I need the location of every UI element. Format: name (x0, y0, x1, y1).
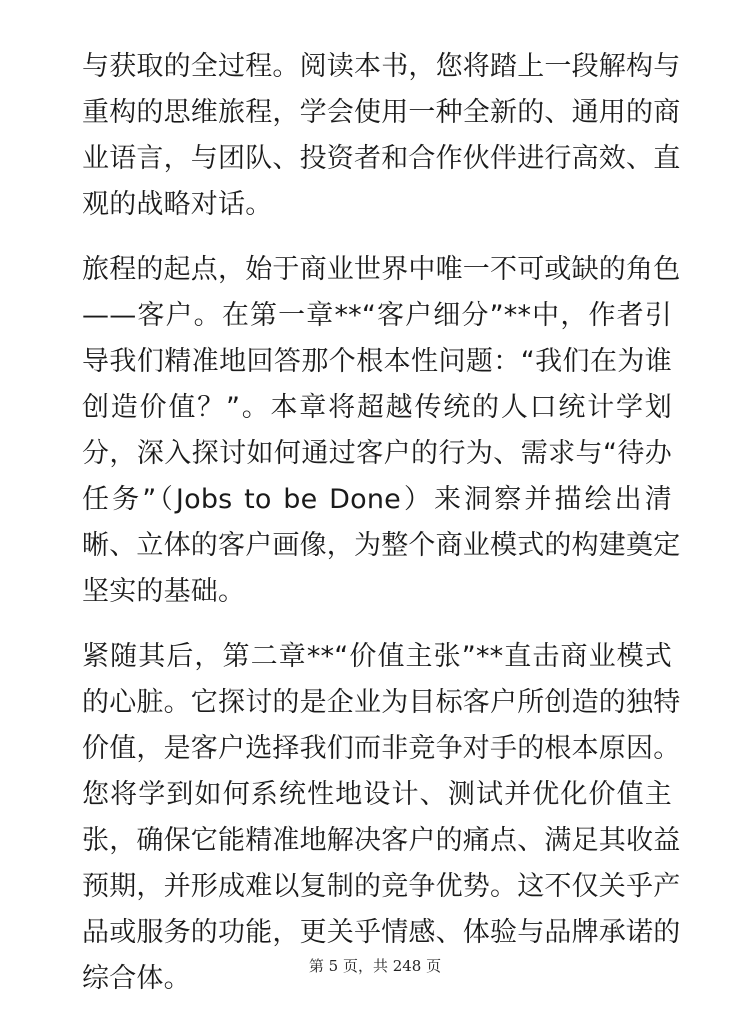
text-line: 坚实的基础。 (82, 576, 246, 607)
text-line: 综合体。 (82, 963, 191, 994)
text-line: 张，确保它能精准地解决客户的痛点、满足其收益 (82, 825, 681, 856)
document-body (82, 44, 681, 1021)
text-line: 导我们精准地回答那个根本性问题：“我们在为谁 (82, 346, 672, 377)
text-line: 业语言，与团队、投资者和合作伙伴进行高效、直 (82, 143, 681, 174)
paragraph (82, 247, 681, 615)
text-line: 您将学到如何系统性地设计、测试并优化价值主 (82, 779, 672, 810)
text-line: 紧随其后，第二章**“价值主张”**直击商业模式 (82, 641, 672, 672)
text-line: 任务”（Jobs to be Done）来洞察并描绘出清 (82, 484, 672, 515)
text-line: 晰、立体的客户画像，为整个商业模式的构建奠定 (82, 530, 681, 561)
text-line: 观的战略对话。 (82, 189, 273, 220)
paragraph (82, 634, 681, 1002)
text-line: ——客户。在第一章**“客户细分”**中，作者引 (82, 300, 672, 331)
text-line: 价值，是客户选择我们而非竞争对手的根本原因。 (82, 733, 681, 764)
text-line: 旅程的起点，始于商业世界中唯一不可或缺的角色 (82, 254, 681, 285)
paragraph (82, 44, 681, 228)
text-line: 重构的思维旅程，学会使用一种全新的、通用的商 (82, 97, 681, 128)
page-number: 第 5 页，共 248 页 (308, 957, 442, 975)
text-line: 与获取的全过程。阅读本书，您将踏上一段解构与 (82, 51, 681, 82)
text-line: 创造价值？”。本章将超越传统的人口统计学划 (82, 392, 672, 423)
text-line: 分，深入探讨如何通过客户的行为、需求与“待办 (82, 438, 672, 469)
text-line: 预期，并形成难以复制的竞争优势。这不仅关乎产 (82, 871, 681, 902)
text-line: 品或服务的功能，更关乎情感、体验与品牌承诺的 (82, 917, 681, 948)
text-line: 的心脏。它探讨的是企业为目标客户所创造的独特 (82, 687, 681, 718)
